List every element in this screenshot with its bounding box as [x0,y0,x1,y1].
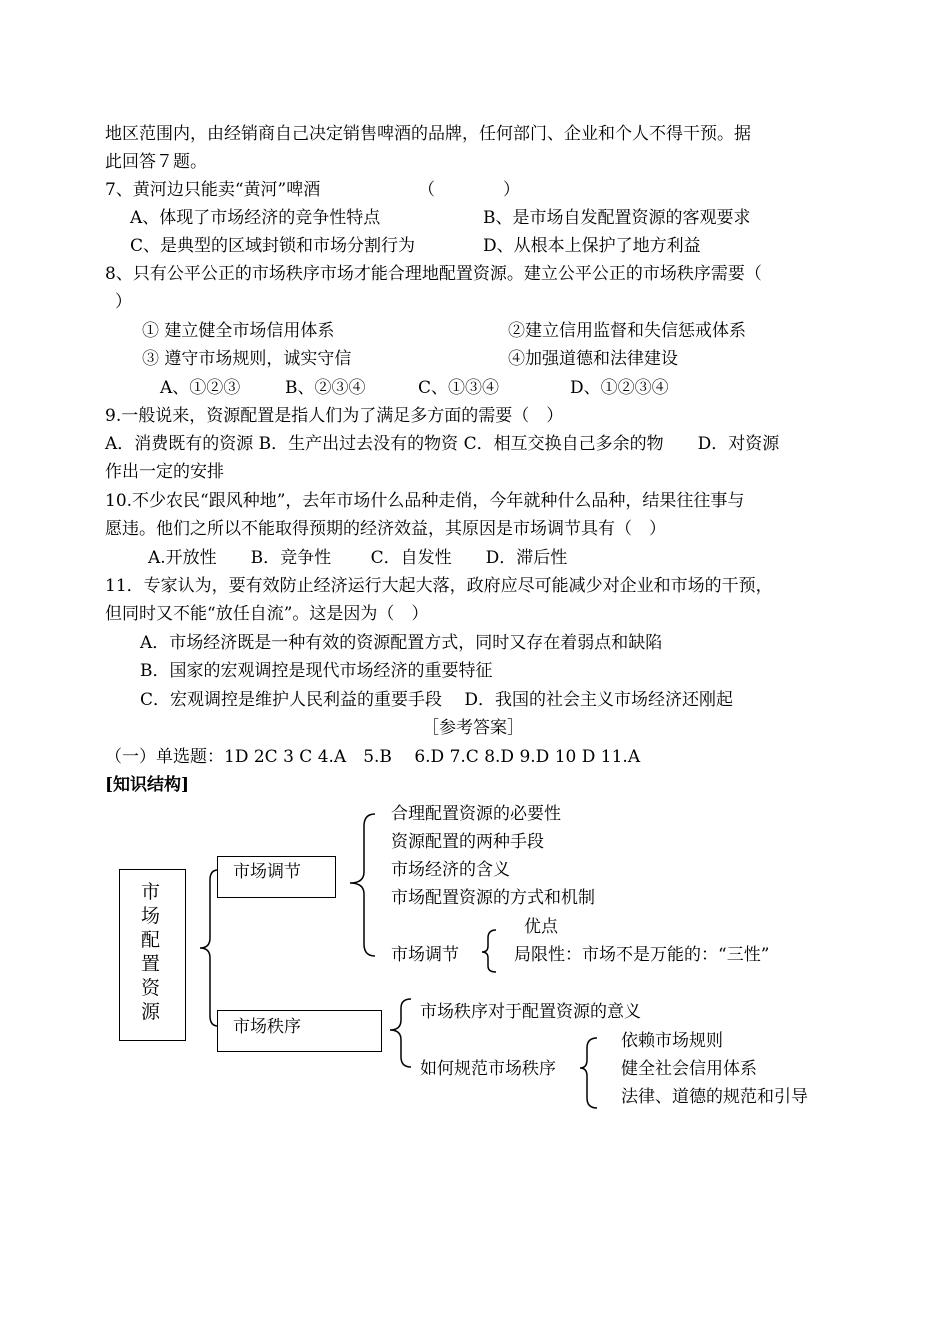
regulation-item-5: 市场调节 [391,945,459,965]
question-8-stem-1: 8、只有公平公正的市场秩序市场才能合理地配置资源。建立公平公正的市场秩序需要（ [105,264,762,284]
order-sub-2: 健全社会信用体系 [621,1059,757,1079]
regulation-sub-brace [482,930,496,972]
question-9-stem: 9.一般说来，资源配置是指人们为了满足多方面的需要（ ） [105,406,564,426]
regulation-item-4: 市场配置资源的方式和机制 [391,888,595,908]
structure-heading: [知识结构] [105,775,190,795]
question-8-item-4: ④加强道德和法律建设 [508,349,678,369]
question-8-item-1: ① 建立健全市场信用体系 [142,321,335,341]
answers-line: （一）单选题：1D 2C 3 C 4.A 5.B 6.D 7.C 8.D 9.D 10 D 11.A [105,747,641,767]
question-7-option-c: C、是典型的区域封锁和市场分割行为 [130,236,416,256]
question-7-stem: 7、黄河边只能卖“黄河”啤酒 [105,180,321,200]
root-brace [200,870,218,1026]
question-10-stem-2: 愿违。他们之所以不能取得预期的经济效益，其原因是市场调节具有（ ） [105,519,666,539]
question-7-answer-blank: （ ） [418,180,520,200]
question-8-option-d: D、①②③④ [570,378,669,398]
regulation-item-1: 合理配置资源的必要性 [391,804,561,824]
question-10-stem-1: 10.不少农民“跟风种地”，去年市场什么品种走俏，今年就种什么品种，结果往往事与 [105,491,745,511]
question-11-stem-2: 但同时又不能“放任自流”。这是因为（ ） [105,604,429,624]
branch1-brace [350,814,375,956]
question-8-stem-2: ） [115,292,132,312]
question-11-option-cd: C．宏观调控是维护人民利益的重要手段 D．我国的社会主义市场经济还刚起 [140,690,734,710]
order-sub-3: 法律、道德的规范和引导 [621,1087,808,1107]
regulation-item-2: 资源配置的两种手段 [391,832,544,852]
order-sub-1: 依赖市场规则 [621,1031,723,1051]
question-11-stem-1: 11．专家认为，要有效防止经济运行大起大落，政府应尽可能减少对企业和市场的干预， [105,576,773,596]
order-item-2: 如何规范市场秩序 [420,1059,556,1079]
question-11-option-b: B．国家的宏观调控是现代市场经济的重要特征 [140,661,493,681]
question-7-option-a: A、体现了市场经济的竞争性特点 [130,208,381,228]
question-10-options: A.开放性 B．竞争性 C．自发性 D．滞后性 [148,548,568,568]
question-8-option-c: C、①③④ [418,378,500,398]
question-11-option-a: A．市场经济既是一种有效的资源配置方式，同时又存在着弱点和缺陷 [140,633,663,653]
root-node-label: 市场配置资源 [141,881,161,1023]
branch2-brace [390,999,411,1067]
question-7-option-b: B、是市场自发配置资源的客观要求 [483,208,751,228]
question-9-options-cont: 作出一定的安排 [105,462,224,482]
order-sub-brace [580,1038,597,1108]
regulation-sub-2: 局限性：市场不是万能的：“三性” [514,945,770,965]
branch-market-order-label: 市场秩序 [233,1017,301,1037]
question-8-option-a: A、①②③ [160,378,241,398]
intro-line-2: 此回答７题。 [105,152,207,172]
branch-market-regulation-label: 市场调节 [233,862,301,882]
question-8-item-3: ③ 遵守市场规则，诚实守信 [142,349,352,369]
intro-line-1: 地区范围内，由经销商自己决定销售啤酒的品牌，任何部门、企业和个人不得干预。据 [105,124,751,144]
answers-heading: ［参考答案］ [422,718,524,738]
order-item-1: 市场秩序对于配置资源的意义 [420,1002,641,1022]
regulation-sub-1: 优点 [524,917,558,937]
question-8-item-2: ②建立信用监督和失信惩戒体系 [508,321,746,341]
question-7-option-d: D、从根本上保护了地方利益 [483,236,701,256]
question-8-option-b: B、②③④ [285,378,366,398]
question-9-options: A．消费既有的资源 B．生产出过去没有的物资 C．相互交换自己多余的物 D．对资源 [105,434,780,454]
regulation-item-3: 市场经济的含义 [391,860,510,880]
